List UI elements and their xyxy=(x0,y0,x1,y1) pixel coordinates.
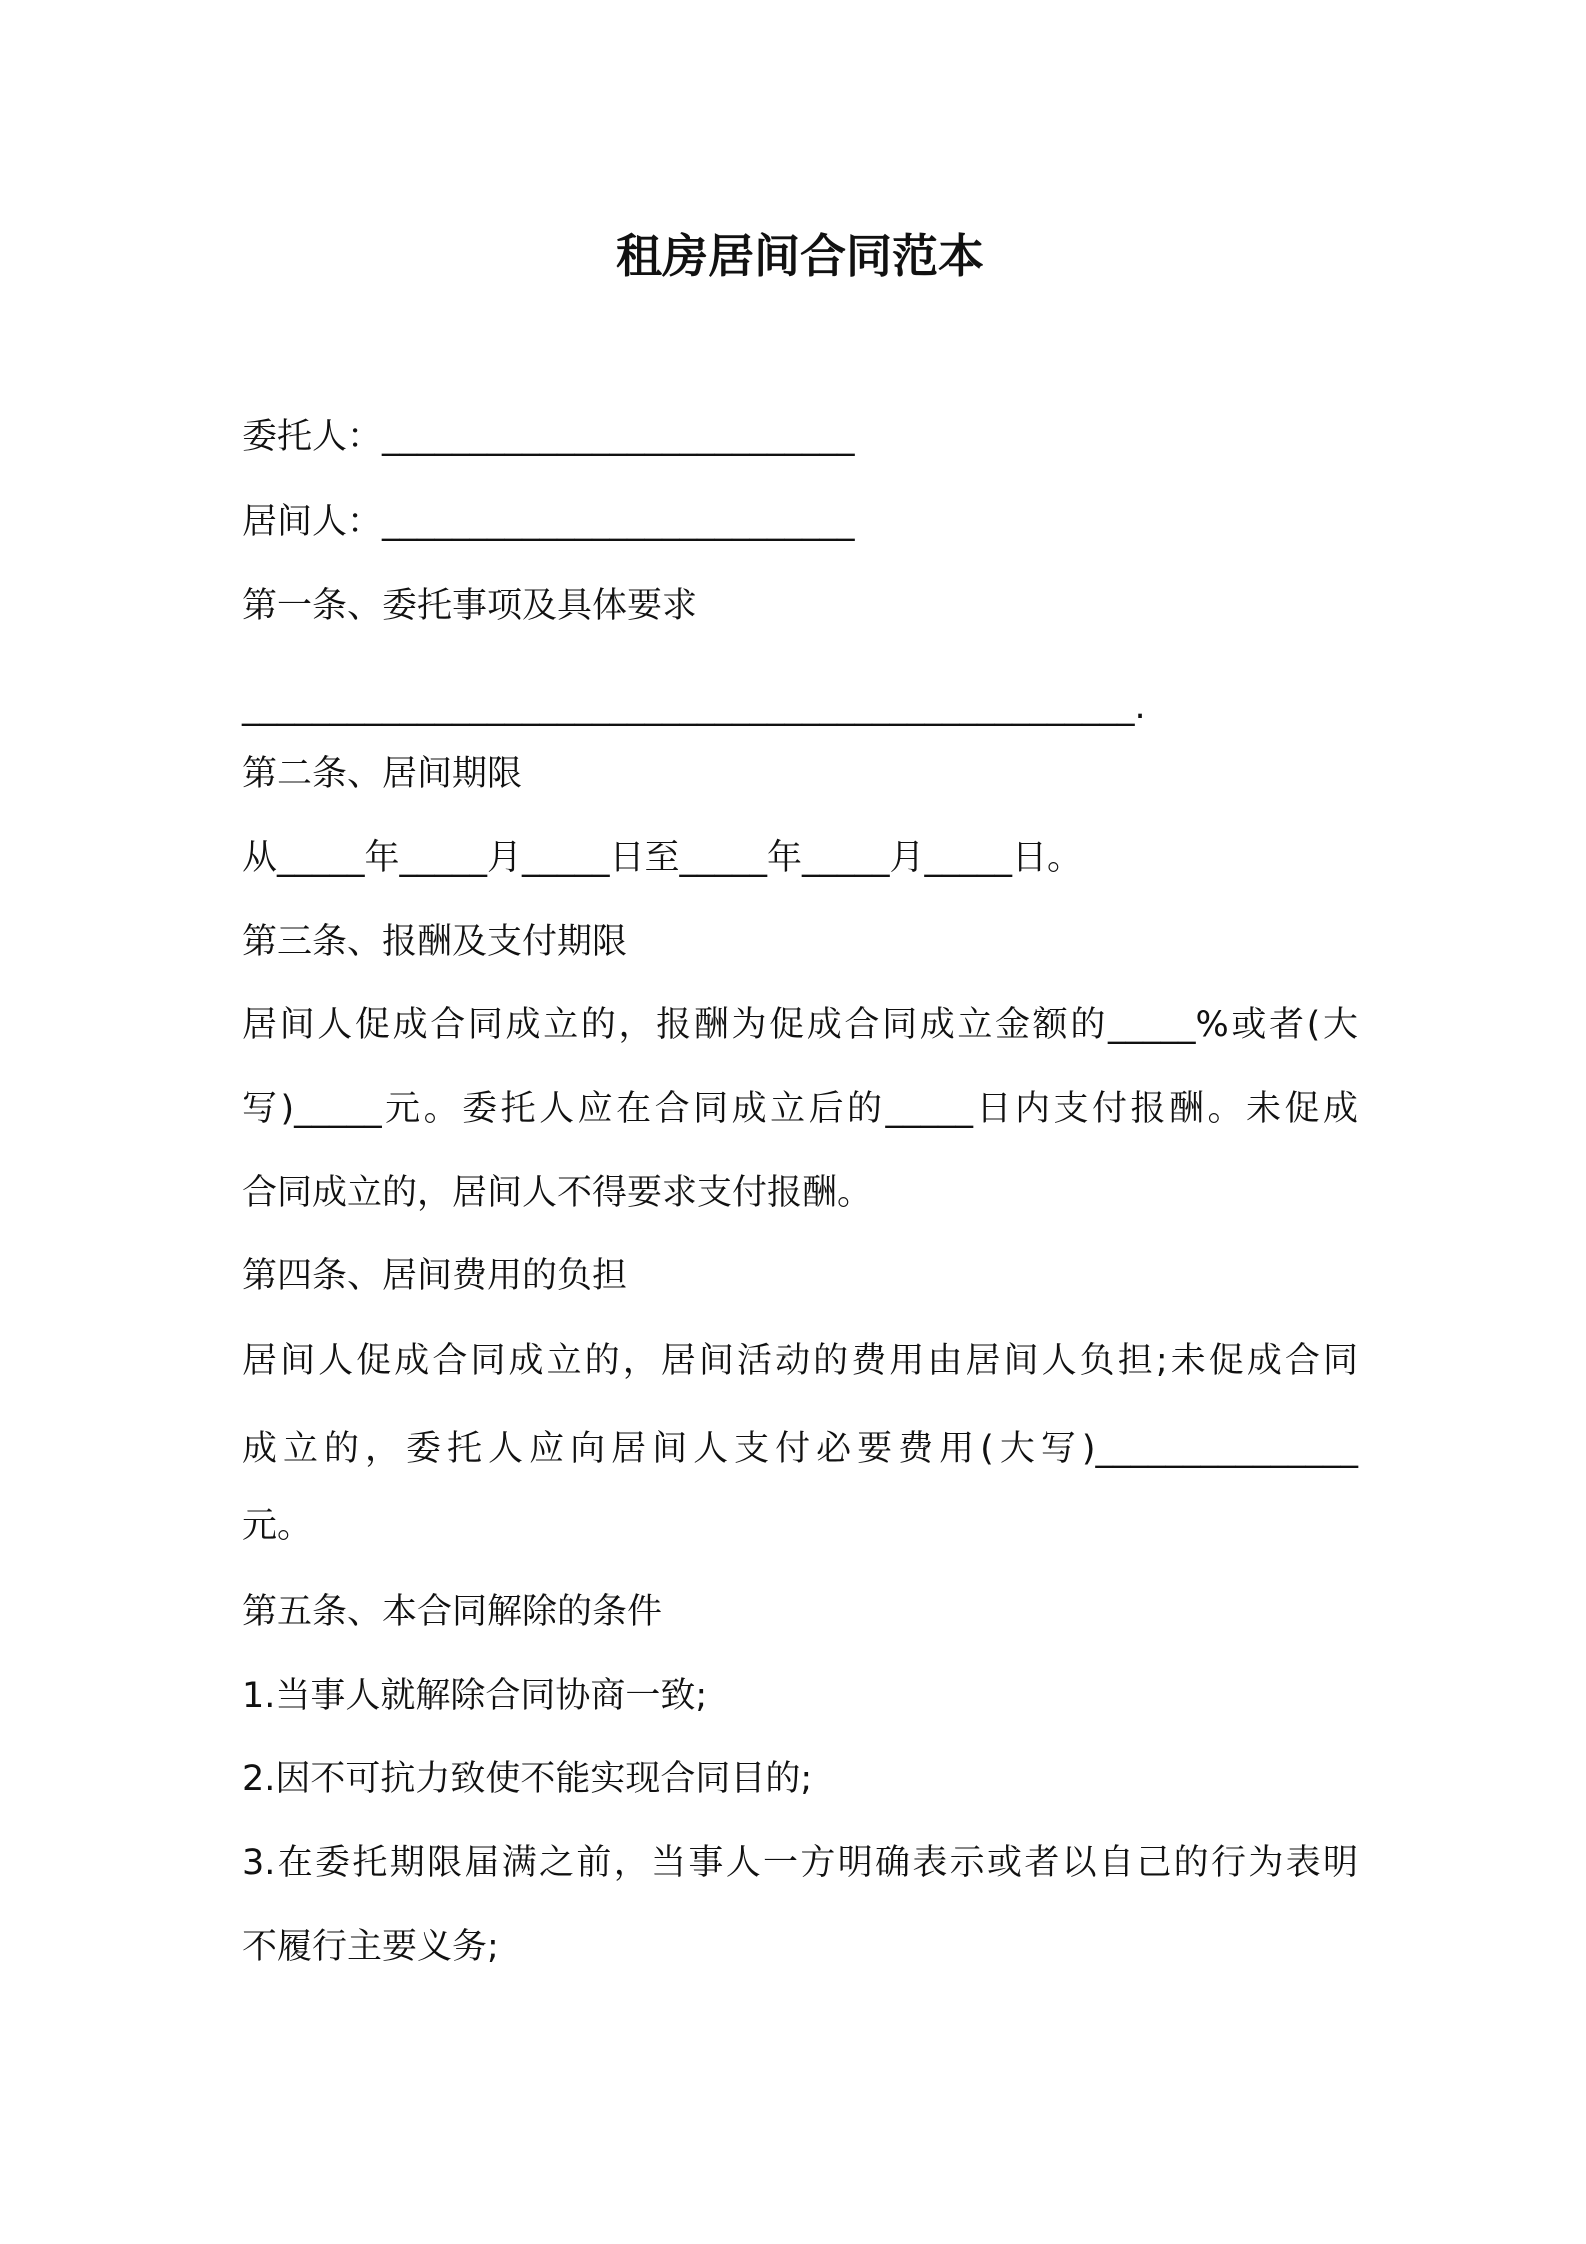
article-4-text-line: 居间人促成合同成立的，居间活动的费用由居间人负担;未促成合同 xyxy=(242,1341,1358,1381)
article-3-heading: 第三条、报酬及支付期限 xyxy=(242,922,628,962)
article-5-item: 不履行主要义务; xyxy=(242,1927,499,1967)
article-5-item: 3.在委托期限届满之前，当事人一方明确表示或者以自己的行为表明 xyxy=(242,1843,1358,1883)
article-5-heading: 第五条、本合同解除的条件 xyxy=(242,1592,663,1632)
article-4-heading: 第四条、居间费用的负担 xyxy=(242,1256,628,1296)
article-4-text-line: 成立的，委托人应向居间人支付必要费用(大写)_______________ xyxy=(242,1429,1358,1469)
article-5-item: 2.因不可抗力致使不能实现合同目的; xyxy=(242,1759,813,1799)
article-2-heading: 第二条、居间期限 xyxy=(242,754,523,794)
article-3-text-line: 合同成立的，居间人不得要求支付报酬。 xyxy=(242,1173,873,1213)
article-3-text-line: 写)_____元。委托人应在合同成立后的_____日内支付报酬。未促成 xyxy=(242,1089,1358,1129)
article-2-period: 从_____年_____月_____日至_____年_____月_____日。 xyxy=(242,838,1083,878)
article-5-item: 1.当事人就解除合同协商一致; xyxy=(242,1676,708,1716)
intermediary-field: 居间人：___________________________ xyxy=(242,502,855,542)
article-1-blank: ___________________________________________________. xyxy=(242,687,1146,727)
article-1-heading: 第一条、委托事项及具体要求 xyxy=(242,586,698,626)
client-field: 委托人：___________________________ xyxy=(242,417,855,457)
article-4-text-line: 元。 xyxy=(242,1506,313,1546)
article-3-text-line: 居间人促成合同成立的，报酬为促成合同成立金额的_____%或者(大 xyxy=(242,1005,1358,1045)
document-title: 租房居间合同范本 xyxy=(616,229,984,283)
